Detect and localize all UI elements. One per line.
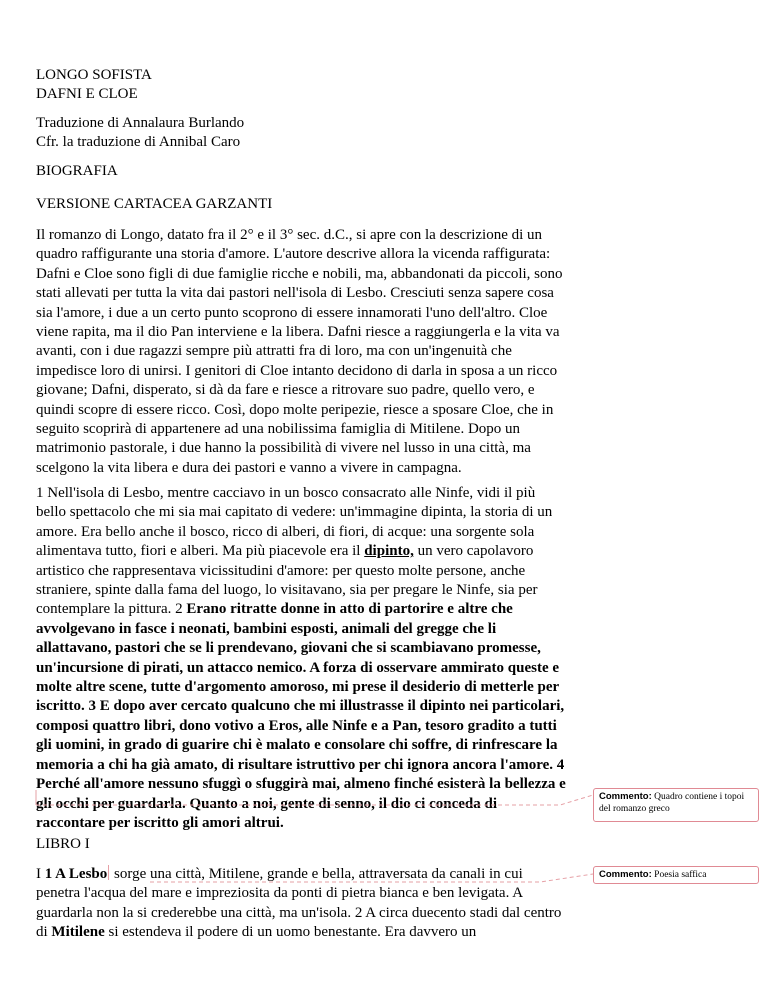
summary-paragraph: Il romanzo di Longo, datato fra il 2° e il 3° sec. d.C., si apre con la descrizione di un quadro raffigurante una storia d'amore. L'autore descrive allora la vicenda raffigurata: Dafni e Cloe sono figli di due famiglie ricche e nobili, ma, abbandonati da piccoli, sono stati allevati per tutta la vita dai pastori nell'isola di Lesbo. Cresciuti senza sapere cosa sia l'amore, i due a un certo punto scoprono di essere innamorati l'uno dell'altro. Cloe viene rapita, ma il dio Pan interviene e la libera. Dafni riesce a raggiungerla e la vita va avanti, con i due ragazzi sempre più attratti fra di loro, ma con un'ingenuità che impedisce loro di unirsi. I genitori di Cloe intanto decidono di darla in sposa a un ricco giovane; Dafni, disperato, si dà da fare e riesce a ritrovare suo padre, quello vero, e quindi scopre di essere ricco. Così, dopo molte peripezie, riesce a sposare Cloe, che in seguito scoprirà di appartenere ad una nobilissima famiglia di Mitilene. Dopo un matrimonio pastorale, i due hanno la possibilità di vivere nel lusso in una città, ma scelgono la vita libera e dura dei pastori e vanno a vivere in campagna. xyxy=(36,227,563,476)
book-paragraph xyxy=(36,865,566,943)
comment-label: Commento: xyxy=(599,791,652,802)
translation-line: Traduzione di Annalaura Burlando xyxy=(36,115,245,131)
comment-balloon[interactable] xyxy=(593,866,759,884)
author-line: LONGO SOFISTA xyxy=(36,67,152,83)
prologue-text-2: un vero capolavoro artistico che rappresentava vicissitudini d'amore: per questo molte persone, anche straniere, spinte dalla fama del luogo, lo visitavano, sia per pregare le Ninfe, sia per contemplare la pittura. 2 xyxy=(36,543,538,618)
biography-heading: BIOGRAFIA xyxy=(36,163,118,179)
prologue-text: 1 Nell'isola di Lesbo, mentre cacciavo in un bosco consacrato alle Ninfe, vidi il più bello spettacolo che mi sia mai capitato di vedere: un'immagine dipinta, la storia di un amore. Era bello anche il bosco, ricco di alberi, di fiori, di acque: una sorgente sola alimentava tutto, fiori e alberi. Ma più piacevole era il xyxy=(36,485,553,560)
underlined-word: dipinto, xyxy=(364,543,414,560)
book-text-a: sorge una città, Mitilene, grande e bella, attraversata da canali in cui penetra l'acqua del mare e impreziosita da ponti di pietra bianca e ben levigata. A guardarla non la si crederebbe una città, ma un'isola. 2 A circa duecento stadi dal centro di xyxy=(36,866,562,941)
comment-text: Poesia saffica xyxy=(651,870,707,880)
prologue-bold-text: Erano ritratte donne in atto di partorire e altre che avvolgevano in fasce i neonati, bambini esposti, animali del gregge che li allattavano, pastori che se li prendevano, giovani che si scambiavano promesse, un'incursione di pirati, un attacco nemico. A forza di osservare ammirato queste e molte altre scene, tutte d'argomento amoroso, mi prese il desiderio di metterle per iscritto. 3 E dopo aver cercato qualcuno che mi illustrasse il dipinto nei particolari, composi quattro libri, dono votivo a Eros, alle Ninfe e a Pan, tesoro gradito a tutti gli uomini, in grado di guarire chi è malato e consolare chi soffre, di rinfrescare la memoria a chi ha già amato, di risultare istruttivo per chi ignora ancora l'amore. 4 Perché all'amore nessuno sfuggì o sfuggirà mai, almeno finché esisterà la bellezza e gli occhi per guardarla. Quanto a noi, gente di senno, il dio ci conceda di raccontare per iscritto gli amori altrui. xyxy=(36,601,566,831)
comment-text: Quadro contiene i topoi del romanzo greco xyxy=(599,792,745,814)
book-heading: LIBRO I xyxy=(36,836,90,852)
prologue-paragraph xyxy=(36,484,566,833)
title-line: DAFNI E CLOE xyxy=(36,86,138,102)
book-bold-a: 1 A Lesbo xyxy=(44,866,108,882)
compare-line: Cfr. la traduzione di Annibal Caro xyxy=(36,134,241,150)
book-text-b: si estendeva il podere di un uomo benestante. Era davvero un xyxy=(104,924,477,941)
book-bold-b: Mitilene xyxy=(51,924,105,941)
roman-numeral: I xyxy=(36,866,45,882)
edition-heading: VERSIONE CARTACEA GARZANTI xyxy=(36,196,273,212)
comment-label: Commento: xyxy=(599,869,652,880)
comment-balloon[interactable] xyxy=(593,788,759,822)
